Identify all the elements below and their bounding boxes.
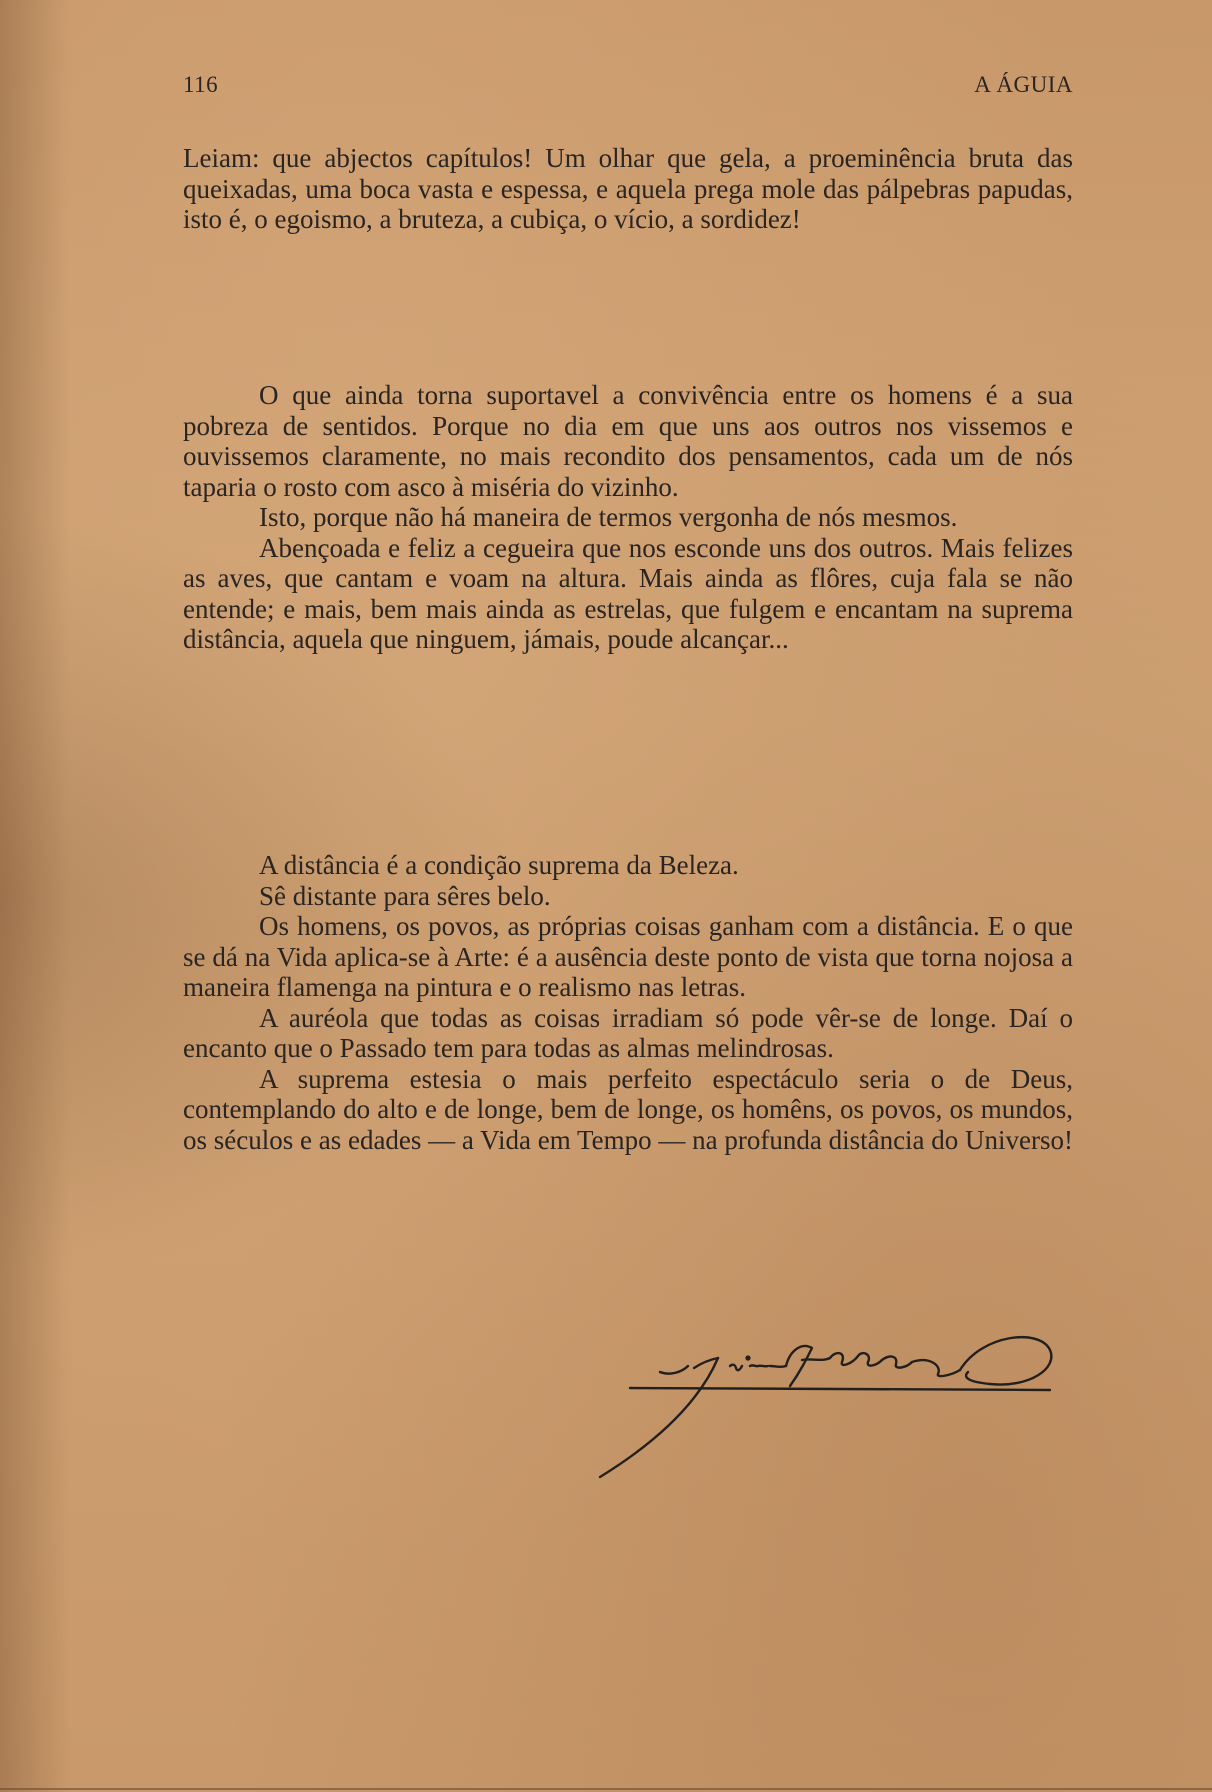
text-section-2	[183, 380, 1073, 655]
handwritten-signature	[590, 1320, 1080, 1500]
paragraph: Os homens, os povos, as próprias coisas ganham com a distância. E o que se dá na Vida aplica-se à Arte: é a ausência deste ponto de vista que torna nojosa a maneira flamenga na pintura e o realismo nas letras.	[183, 911, 1073, 1002]
paragraph: Abençoada e feliz a cegueira que nos esconde uns dos outros. Mais felizes as aves, que cantam e voam na altura. Mais ainda as flôres, cuja fala se não entende; e mais, bem mais ainda as estrelas, que fulgem e encantam na suprema distância, aquela que ninguem, jámais, poude alcançar...	[183, 532, 1073, 654]
paragraph: A suprema estesia o mais perfeito espectáculo seria o de Deus, contemplando do alto e de longe, bem de longe, os homêns, os povos, os mundos, os séculos e as edades — a Vida em Tempo — na profunda distância do Universo!	[183, 1063, 1074, 1155]
page-number: 116	[183, 72, 219, 97]
text-section-1	[183, 143, 1073, 235]
bottom-edge-rule	[0, 1788, 1212, 1790]
paragraph: A distância é a condição suprema da Beleza.	[259, 850, 739, 880]
paragraph: O que ainda torna suportavel a convivência entre os homens é a sua pobreza de sentidos. Porque no dia em que uns aos outros nos vissemos e ouvissemos claramente, no mais recondito dos pensamentos, cada um de nós taparia o rosto com asco à miséria do vizinho.	[183, 380, 1073, 502]
paragraph: A auréola que todas as coisas irradiam só pode vêr-se de longe. Daí o encanto que o Passado tem para todas as almas melindrosas.	[183, 1002, 1073, 1063]
paragraph: Leiam: que abjectos capítulos! Um olhar que gela, a proeminência bruta das queixadas, uma boca vasta e espessa, e aquela prega mole das pálpebras papudas, isto é, o egoismo, a bruteza, a cubiça, o vício, a sordidez!	[183, 143, 1073, 234]
text-section-3	[183, 850, 1073, 1155]
paragraph: Sê distante para sêres belo.	[259, 880, 551, 911]
paragraph: Isto, porque não há maneira de termos vergonha de nós mesmos.	[259, 502, 958, 532]
journal-title: A ÁGUIA	[974, 72, 1073, 97]
page-edge-shadow	[0, 0, 70, 1792]
